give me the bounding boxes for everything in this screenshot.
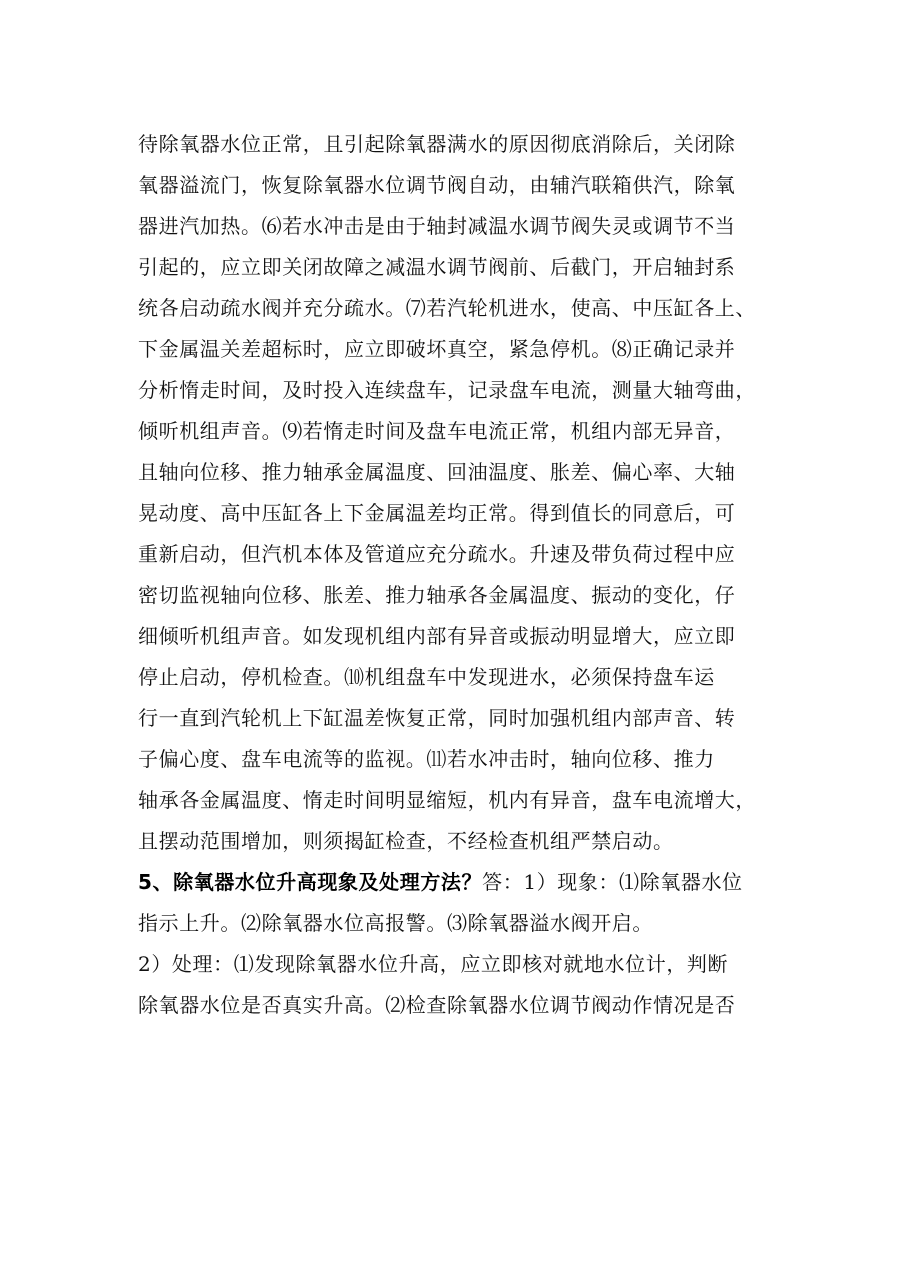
- answer-line-2: 2）处理：⑴发现除氧器水位升高，应立即核对就地水位计，判断: [138, 952, 729, 976]
- body-line-14: 停止启动，停机检查。⑽机组盘车中发现进水，必须保持盘车运: [138, 665, 715, 689]
- answer-line-1: 指示上升。⑵除氧器水位高报警。⑶除氧器溢水阀开启。: [138, 911, 653, 935]
- body-line-4: 引起的，应立即关闭故障之减温水调节阀前、后截门，开启轴封系: [138, 255, 736, 279]
- body-line-13: 细倾听机组声音。如发现机组内部有异音或振动明显增大，应立即: [138, 624, 736, 648]
- body-line-15: 行一直到汽轮机上下缸温差恢复正常，同时加强机组内部声音、转: [138, 706, 736, 730]
- body-line-12: 密切监视轴向位移、胀差、推力轴承各金属温度、振动的变化，仔: [138, 583, 736, 607]
- answer-line-3: 除氧器水位是否真实升高。⑵检查除氧器水位调节阀动作情况是否: [138, 993, 736, 1017]
- question-title: 5、除氧器水位升高现象及处理方法？: [138, 870, 483, 894]
- body-line-18: 且摆动范围增加，则须揭缸检查，不经检查机组严禁启动。: [138, 829, 674, 853]
- body-line-3: 器进汽加热。⑹若水冲击是由于轴封减温水调节阀失灵或调节不当: [138, 214, 736, 238]
- body-line-2: 氧器溢流门，恢复除氧器水位调节阀自动，由辅汽联箱供汽，除氧: [138, 173, 736, 197]
- body-line-6: 下金属温关差超标时，应立即破坏真空，紧急停机。⑻正确记录并: [138, 337, 736, 361]
- body-line-11: 重新启动，但汽机本体及管道应充分疏水。升速及带负荷过程中应: [138, 542, 736, 566]
- body-line-7: 分析惰走时间，及时投入连续盘车，记录盘车电流，测量大轴弯曲，: [138, 378, 756, 402]
- body-line-17: 轴承各金属温度、惰走时间明显缩短，机内有异音，盘车电流增大，: [138, 788, 756, 812]
- body-line-8: 倾听机组声音。⑼若惰走时间及盘车电流正常，机组内部无异音，: [138, 419, 736, 443]
- body-line-10: 晃动度、高中压缸各上下金属温差均正常。得到值长的同意后，可: [138, 501, 736, 525]
- question-answer-start: 答：1）现象：⑴除氧器水位: [482, 870, 743, 894]
- document-body: [138, 124, 788, 1026]
- body-line-9: 且轴向位移、推力轴承金属温度、回油温度、胀差、偏心率、大轴: [138, 460, 736, 484]
- body-line-5: 统各启动疏水阀并充分疏水。⑺若汽轮机进水，使高、中压缸各上、: [138, 296, 756, 320]
- body-line-16: 子偏心度、盘车电流等的监视。⑾若水冲击时，轴向位移、推力: [138, 747, 715, 771]
- body-line-1: 待除氧器水位正常，且引起除氧器满水的原因彻底消除后，关闭除: [138, 132, 736, 156]
- question-line: [138, 862, 788, 903]
